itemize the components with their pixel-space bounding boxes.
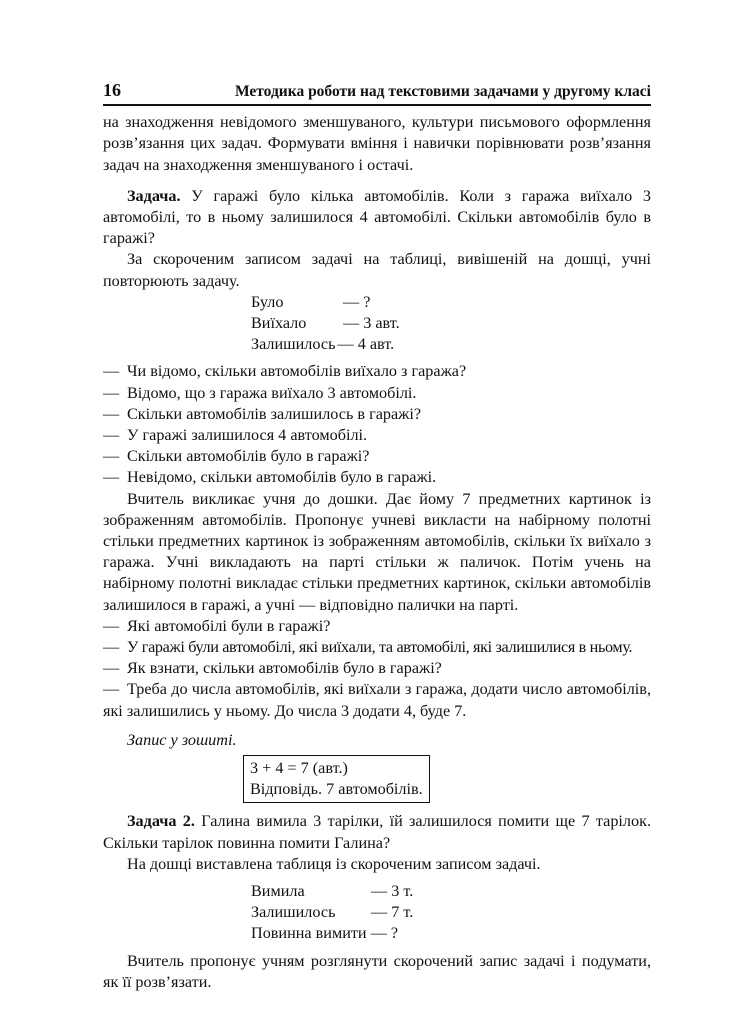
task2-statement (103, 811, 651, 853)
dialogue-line: — Скільки автомобілів залишилось в гаражі? (103, 404, 422, 423)
dialogue-line: — Скільки автомобілів було в гаражі? (103, 447, 370, 466)
task1-label: Задача. (127, 186, 181, 205)
notebook-answer: Відповідь. 7 автомобілів. (250, 780, 423, 799)
record-value: — 4 авт. (337, 335, 395, 354)
notebook-label: Запис у зошиті. (127, 730, 237, 749)
dialogue-line: — Чи відомо, скільки автомобілів виїхало з гаража? (103, 362, 467, 381)
task2-label: Задача 2. (127, 812, 195, 831)
intro-paragraph (103, 112, 651, 176)
dialogue-line: — Як взнати, скільки автомобілів було в гаражі? (103, 659, 442, 678)
record-label: Було (251, 292, 284, 311)
dialogue-line: — Треба до числа автомобілів, які виїхали з гаража, додати число автомобілів, які залишились у ньому. До числа 3 додати 4, буде 7. (103, 680, 651, 720)
record-value: — 3 т. (371, 882, 414, 901)
record-row (251, 881, 651, 902)
record-value: — ? (370, 924, 399, 943)
running-header (103, 80, 651, 106)
intro-line: розв’язання цих задач. Формувати вміння і навички порівнювати розв’язання (103, 134, 651, 153)
record-value: — 7 т. (371, 903, 414, 922)
record-row (251, 292, 651, 313)
record-value: — 3 авт. (343, 314, 400, 333)
intro-line: на знаходження невідомого зменшуваного, культури письмового оформлення (103, 113, 651, 132)
record-row (251, 902, 651, 923)
record-label: Залишилось (251, 335, 336, 354)
teacher-paragraph: Вчитель викликає учня до дошки. Дає йому 7 предметних картинок із зображенням автомобілів. Пропонує учневі викласти на набірному полотні стільки предметних картинок із зображенням автомобілів, скільки їх виїхало з гаража. Учні викладають на парті стільки ж паличок. Потім учень на набірному полотні викладає стільки предметних картинок, скільки автомобілів залишилося в гаражі, а учні — відповідно палички на парті. (103, 489, 651, 614)
dialogue-line: — У гаражі були автомобілі, які виїхали, та автомобілі, які залишилися в ньому. (103, 638, 633, 657)
page-number: 16 (103, 80, 121, 100)
record-label: Вимила (251, 882, 305, 901)
record-label: Залишилось (251, 903, 336, 922)
record-value: — ? (343, 292, 371, 311)
task2-text: Галина вимила 3 тарілки, їй залишилося помити ще 7 тарілок. Скільки тарілок повинна помити Галина? (103, 812, 651, 852)
record-row (251, 313, 651, 334)
running-title: Методика роботи над текстовими задачами у другому класі (234, 83, 651, 100)
task1-repeat-paragraph: За скороченим записом задачі на таблиці, вивішеній на дошці, учні повторюють задачу. (103, 250, 651, 290)
task2-board-paragraph: На дошці виставлена таблиця із скороченим записом задачі. (127, 854, 541, 873)
record-row (251, 334, 651, 355)
dialogue-block-2 (103, 616, 651, 722)
record-label: Виїхало (251, 314, 307, 333)
notebook-equation: 3 + 4 = 7 (авт.) (250, 759, 348, 778)
task1-short-record (251, 292, 651, 356)
dialogue-line: — Які автомобілі були в гаражі? (103, 616, 331, 635)
final-paragraph: Вчитель пропонує учням розглянути скорочений запис задачі і подумати, як її розв’язати. (103, 951, 651, 991)
dialogue-line: — Відомо, що з гаража виїхало 3 автомобілі. (103, 383, 417, 402)
notebook-section (103, 730, 651, 804)
task1-statement (103, 186, 651, 250)
dialogue-line: — Невідомо, скільки автомобілів було в гаражі. (103, 468, 437, 487)
dialogue-line: — У гаражі залишилося 4 автомобілі. (103, 426, 368, 444)
record-label: Повинна вимити (251, 924, 367, 943)
intro-line: задач на знаходження зменшуваного і остачі. (103, 155, 414, 174)
notebook-box (243, 755, 430, 803)
dialogue-block-1 (103, 361, 651, 488)
task2-short-record (251, 881, 651, 945)
task1-text: У гаражі було кілька автомобілів. Коли з гаража виїхало 3 автомобілі, то в ньому залишилося 4 автомобілі. Скільки автомобілів було в гаражі? (103, 186, 651, 248)
book-page (103, 80, 651, 993)
record-row (251, 923, 651, 944)
